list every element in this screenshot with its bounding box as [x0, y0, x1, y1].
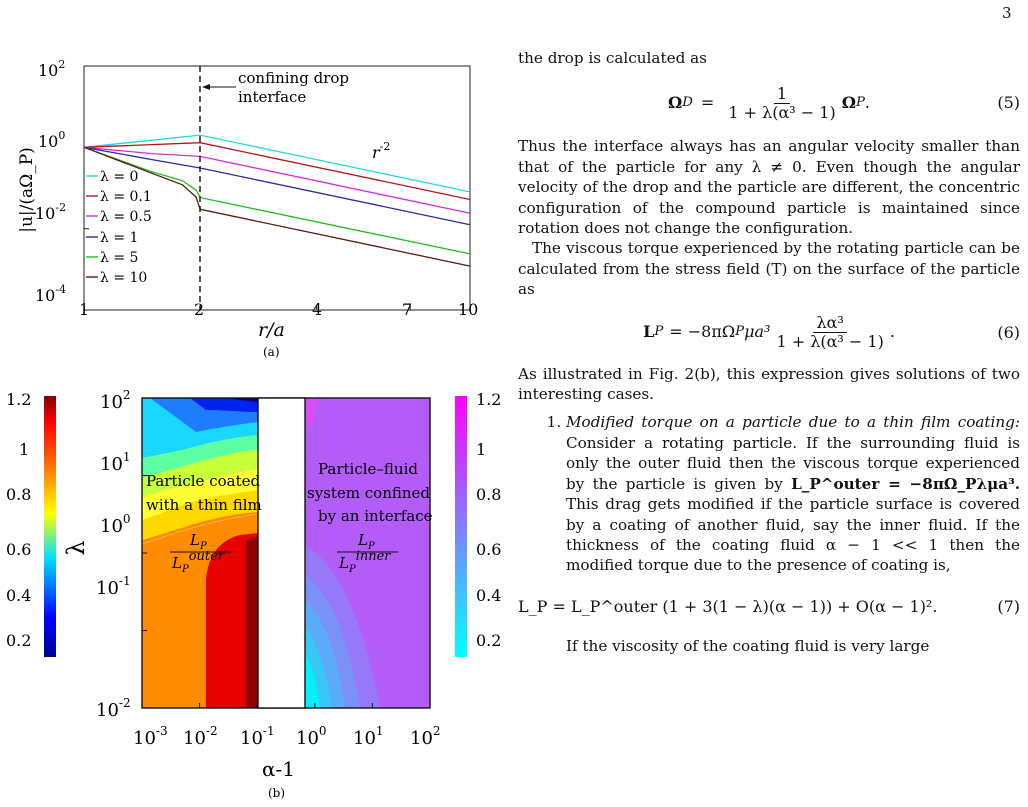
item-formula: L_P^outer = −8πΩ_Pλμa³. — [791, 474, 1021, 493]
equation-6: L P = −8πΩ P μa³ $\frac{\text{λα³}}{\text{1 + λ(α³ − 1)}}$ . (6) — [643, 313, 1020, 352]
colorbar-tick-label: 1 — [476, 440, 487, 459]
text-column — [518, 48, 1020, 656]
right-colorbar — [455, 396, 467, 657]
eq6-lhs-sub: P — [654, 324, 664, 340]
right-region-text: by an interface — [318, 507, 433, 525]
eq6-den: 1 + λ(α³ − 1) — [776, 332, 884, 352]
paragraph: Thus the interface always has an angular velocity smaller than that of the particle for any λ ≠ 0. Even though the angular velocity of the drop and the particle are different, the concentric configuration of the compound particle is maintained since rotation does not change the configuration. — [518, 137, 1020, 238]
eq5-den: 1 + λ(α³ − 1) — [728, 102, 836, 122]
x-tick-label: 2 — [194, 300, 205, 319]
colorbar-tick-label: 0.8 — [476, 485, 502, 504]
y-tick-label: $10^{-4}$ — [35, 283, 67, 305]
item-title: Modified torque on a particle due to a thin film coating: — [566, 413, 1020, 432]
case-list — [518, 412, 1020, 575]
y-tick-label: $10^{-2}$ — [96, 696, 131, 721]
eq5-number: (5) — [997, 93, 1020, 113]
right-region-ratio-den: $L_Pinner$ — [339, 549, 391, 575]
x-tick-label: $10^{-3}$ — [133, 724, 168, 749]
y-axis-label: λ — [62, 540, 90, 556]
colorbar-tick-label: 0.2 — [476, 631, 502, 650]
list-item — [566, 412, 1020, 575]
figure-b — [0, 0, 510, 807]
y-tick-label: $10^2$ — [100, 388, 131, 413]
y-tick-label: $10^0$ — [38, 129, 66, 151]
equation-5: Ω D = $\frac{1}{\text{1 + λ(α³ − 1)}}$ Ω P . (5) — [667, 83, 1020, 122]
x-tick-label: $10^2$ — [410, 724, 441, 749]
eq6-num: λα³ — [813, 314, 846, 333]
eq5-rhs: Ω — [841, 93, 856, 113]
right-region-ratio-num: $L_P$ — [358, 531, 375, 552]
legend-entry: λ = 10 — [100, 270, 148, 286]
x-tick-label: $10^1$ — [353, 724, 384, 749]
eq6-fraction — [773, 314, 886, 351]
page-number: 3 — [1002, 4, 1012, 22]
figure-a-caption: (a) — [263, 345, 280, 359]
eq7-number: (7) — [997, 596, 1020, 616]
colorbar-tick-label: 0.8 — [6, 485, 32, 504]
x-tick-label: 7 — [402, 300, 413, 319]
gap-region — [258, 398, 305, 708]
figure-b-caption: (b) — [268, 786, 286, 800]
y-tick-label: $10^0$ — [100, 512, 131, 537]
paragraph: As illustrated in Fig. 2(b), this expression gives solutions of two interesting cases. — [518, 364, 1020, 404]
colorbar-tick-label: 0.6 — [6, 540, 32, 559]
x-tick-label: 4 — [312, 300, 323, 319]
y-tick-label: $10^{-1}$ — [96, 574, 131, 599]
right-region-text: Particle–fluid — [318, 460, 418, 478]
legend-entry: λ = 5 — [100, 250, 139, 266]
eq5-num: 1 — [774, 85, 790, 104]
eq6-mid: = −8πΩ — [669, 322, 736, 342]
left-region-text: Particle coated — [146, 472, 261, 490]
x-axis-label: r/a — [258, 319, 285, 341]
colorbar-tick-label: 0.4 — [476, 586, 502, 605]
eq6-mid2: μa³ — [744, 322, 771, 342]
left-region-ratio-num: $L_P$ — [190, 531, 207, 552]
eq6-mid-sub: P — [735, 324, 745, 340]
x-tick-label: 10 — [458, 300, 479, 319]
x-axis-label: α-1 — [262, 757, 295, 781]
eq7-text: L_P = L_P^outer (1 + 3(1 − λ)(α − 1)) + O(α − 1)². — [518, 596, 938, 616]
right-region-text: system confined — [307, 484, 431, 502]
left-region-ratio-den: $L_Pouter$ — [172, 549, 225, 575]
paragraph: the drop is calculated as — [518, 49, 707, 67]
x-tick-label: $10^0$ — [296, 724, 327, 749]
colorbar-tick-label: 1.2 — [476, 390, 502, 409]
colorbar-tick-label: 0.2 — [6, 631, 32, 650]
y-tick-label: $10^{-2}$ — [35, 201, 67, 223]
colorbar-tick-label: 0.4 — [6, 586, 32, 605]
annotation-line1: confining drop — [238, 69, 349, 87]
slope-label: $r^{-2}$ — [372, 140, 391, 162]
paragraph: If the viscosity of the coating fluid is very large — [566, 636, 930, 655]
y-axis-label: |u|/(aΩ_P) — [17, 147, 37, 233]
colorbar-tick-label: 1.2 — [6, 390, 32, 409]
x-tick-label: 1 — [79, 300, 90, 319]
eq5-rhs-sub: P — [855, 95, 865, 111]
colorbar-tick-label: 1 — [19, 440, 30, 459]
annotation-line2: interface — [238, 88, 307, 106]
eq5-lhs: Ω — [667, 93, 683, 113]
legend-entry: λ = 0.5 — [100, 209, 152, 225]
equation-7 — [518, 584, 1020, 630]
item-body: This drag gets modified if the particle surface is covered by a coating of another fluid, say the inner fluid. If the thickness of the coating fluid α − 1 << 1 then the modified torque due to the presence of coating is, — [566, 495, 1020, 575]
eq5-lhs-sub: D — [682, 95, 693, 111]
item-body: Consider a rotating particle. If the surrounding fluid is only the outer fluid then the viscous torque experienced by the particle is given by — [566, 433, 1020, 493]
x-tick-label: $10^{-1}$ — [240, 724, 275, 749]
y-tick-label: $10^2$ — [38, 58, 66, 80]
eq5-fraction — [725, 85, 838, 122]
eq6-lhs: L — [643, 322, 655, 342]
legend-entry: λ = 0 — [100, 169, 139, 185]
colorbar-tick-label: 0.6 — [476, 540, 502, 559]
eq6-number: (6) — [997, 322, 1020, 342]
legend-entry: λ = 0.1 — [100, 189, 152, 205]
legend-entry: λ = 1 — [100, 230, 139, 246]
y-tick-label: $10^1$ — [100, 450, 131, 475]
left-colorbar — [44, 396, 56, 657]
left-region-text: with a thin film — [146, 496, 262, 514]
paragraph: The viscous torque experienced by the rotating particle can be calculated from the stress field (T) on the surface of the particle as — [518, 239, 1020, 299]
x-tick-label: $10^{-2}$ — [183, 724, 218, 749]
